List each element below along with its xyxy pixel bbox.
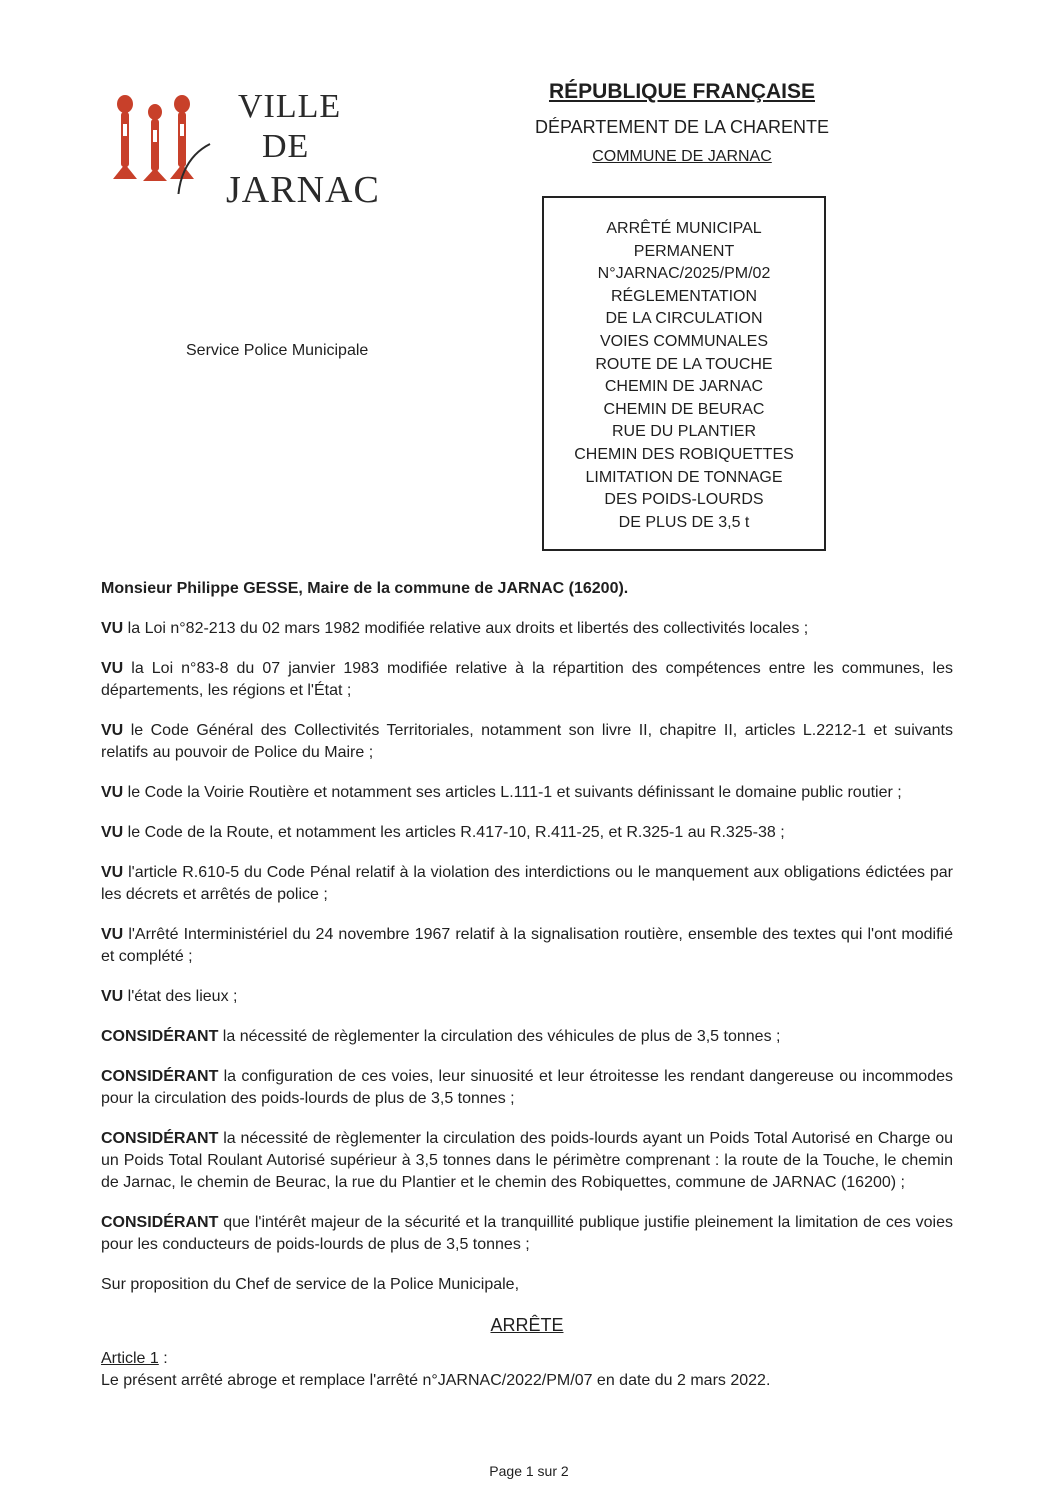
box-line: ARRÊTÉ MUNICIPAL [606,220,762,237]
arrete-title-box [542,196,826,551]
article-1-colon: : [158,1350,168,1367]
paragraph-lead: CONSIDÉRANT [101,1068,219,1085]
paragraph-text: la nécessité de règlementer la circulation des véhicules de plus de 3,5 tonnes ; [218,1028,781,1045]
paragraph [101,986,953,1008]
arrete-heading: ARRÊTE [490,1315,564,1335]
document-body [101,578,953,1392]
paragraph-lead: VU [101,660,124,677]
fish-emblem-icon [110,84,220,194]
paragraph-lead: VU [101,926,124,943]
box-line: DE PLUS DE 3,5 t [618,513,750,531]
box-line: VOIES COMMUNALES [599,332,769,350]
logo-ville: VILLE [238,88,342,125]
logo-de: DE [262,128,310,165]
paragraph-text: le Code Général des Collectivités Territoriales, notamment son livre II, chapitre II, articles L.2212-1 et suivants relatifs au pouvoir de Police du Maire ; [101,722,953,761]
paragraph-lead: CONSIDÉRANT [101,1214,219,1231]
box-line: DES POIDS-LOURDS [604,491,764,509]
paragraph [101,1066,953,1110]
box-line: CHEMIN DE JARNAC [604,378,764,396]
page-number: Page 1 sur 2 [489,1463,569,1479]
mayor-line: Monsieur Philippe GESSE, Maire de la commune de JARNAC (16200). [101,580,629,597]
city-logo [110,84,380,244]
paragraph-lead: VU [101,784,124,801]
paragraph-text: la nécessité de règlementer la circulation des poids-lourds ayant un Poids Total Autorisé en Charge ou un Poids Total Roulant Autorisé supérieur à 3,5 tonnes dans le périmètre comprenant : la route de la Touche, le chemin de Jarnac, le chemin de Beurac, la rue du Plantier et le chemin des Robiquettes, commune de JARNAC (16200) ; [101,1130,953,1191]
service-label: Service Police Municipale [186,342,369,359]
article-1-title: Article 1 [101,1350,159,1367]
paragraph-text: l'Arrêté Interministériel du 24 novembre 1967 relatif à la signalisation routière, ensemble des textes qui l'ont modifié et complété ; [101,926,953,965]
paragraph [101,618,953,640]
paragraph-text: la Loi n°82-213 du 02 mars 1982 modifiée relative aux droits et libertés des collectivités locales ; [123,620,809,637]
paragraph-lead: VU [101,988,124,1005]
box-line: CHEMIN DE BEURAC [603,400,765,418]
box-line: CHEMIN DES ROBIQUETTES [574,445,794,463]
paragraph [101,658,953,702]
paragraph-text: que l'intérêt majeur de la sécurité et la tranquillité publique justifie pleinement la limitation de ces voies pour les conducteurs de poids-lourds de plus de 3,5 tonnes ; [101,1214,953,1253]
paragraph [101,1128,953,1194]
box-line: RUE DU PLANTIER [611,423,757,441]
article-1 [101,1348,953,1392]
proposition-line: Sur proposition du Chef de service de la Police Municipale, [101,1276,520,1293]
paragraph [101,822,953,844]
republique-heading: RÉPUBLIQUE FRANÇAISE [548,80,816,103]
paragraph [101,1212,953,1256]
box-line: LIMITATION DE TONNAGE [585,468,783,486]
box-line: ROUTE DE LA TOUCHE [595,355,773,373]
box-line: DE LA CIRCULATION [605,310,763,328]
paragraph-text: la Loi n°83-8 du 07 janvier 1983 modifiée relative à la répartition des compétences entre les communes, les départements, les régions et l'État ; [101,660,953,699]
paragraph-lead: VU [101,620,124,637]
box-line: N°JARNAC/2025/PM/02 [597,265,771,283]
paragraph [101,720,953,764]
paragraph-lead: CONSIDÉRANT [101,1028,219,1045]
logo-jarnac: JARNAC [226,169,380,211]
paragraph-text: la configuration de ces voies, leur sinuosité et leur étroitesse les rendant dangereuse ou incommodes pour la circulation des poids-lourds de plus de 3,5 tonnes ; [101,1068,953,1107]
paragraph-text: le Code de la Route, et notamment les articles R.417-10, R.411-25, et R.325-1 au R.325-38 ; [123,824,785,841]
paragraph-text: l'état des lieux ; [123,988,238,1005]
paragraph [101,924,953,968]
commune-heading: COMMUNE DE JARNAC [592,148,772,165]
paragraph-lead: VU [101,824,124,841]
departement-heading: DÉPARTEMENT DE LA CHARENTE [534,117,830,137]
paragraph-text: l'article R.610-5 du Code Pénal relatif à la violation des interdictions ou le manquement aux obligations édictées par les décrets et arrêtés de police ; [101,864,953,903]
paragraph [101,782,953,804]
paragraph-lead: VU [101,722,124,739]
box-line: RÉGLEMENTATION [610,287,758,305]
paragraph-text: le Code la Voirie Routière et notamment ses articles L.111-1 et suivants définissant le domaine public routier ; [123,784,902,801]
article-1-text: Le présent arrêté abroge et remplace l'arrêté n°JARNAC/2022/PM/07 en date du 2 mars 2022. [101,1372,771,1389]
paragraph [101,862,953,906]
paragraph [101,1026,953,1048]
paragraph-lead: VU [101,864,124,881]
paragraph-lead: CONSIDÉRANT [101,1130,219,1147]
box-line: PERMANENT [633,242,735,260]
